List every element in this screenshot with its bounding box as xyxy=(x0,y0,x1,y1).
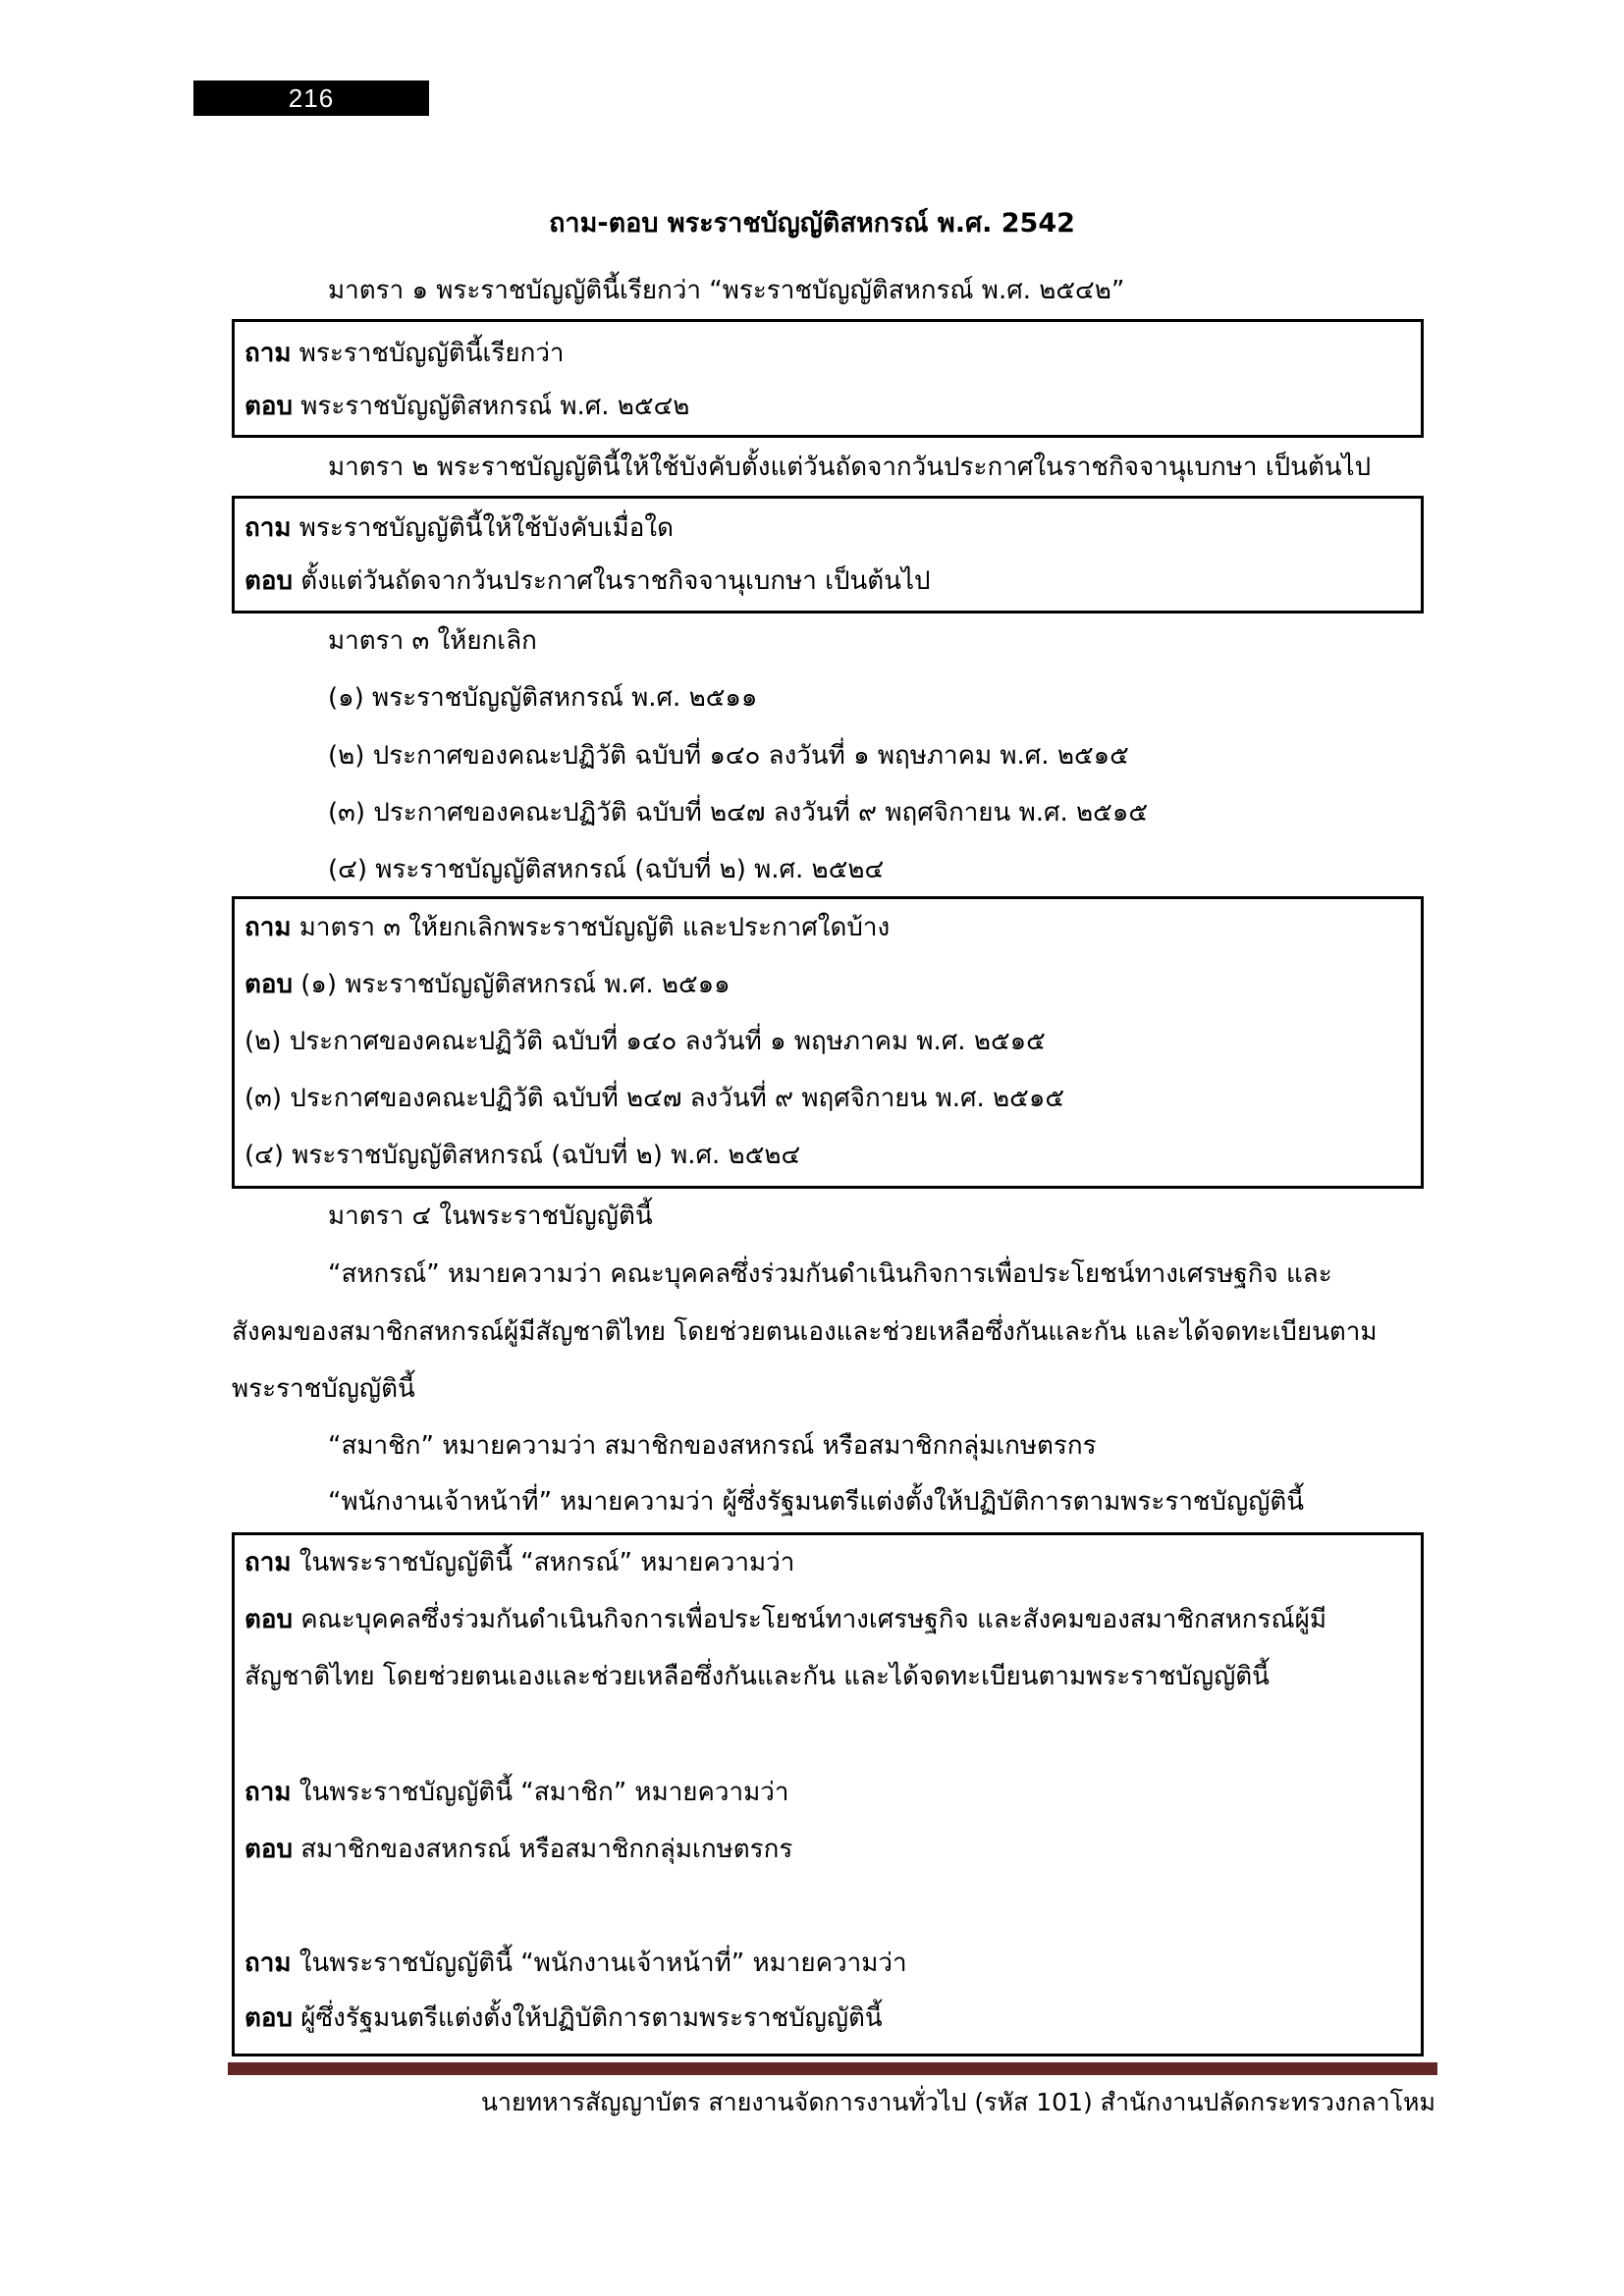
definition-official: “พนักงานเจ้าหน้าที่” หมายความว่า ผู้ซึ่งรัฐมนตรีแต่งตั้งให้ปฏิบัติการตามพระราชบัญญัตินี้ xyxy=(328,1487,1305,1517)
footer-divider xyxy=(228,2062,1437,2075)
section-3-item: (๒) ประกาศของคณะปฏิวัติ ฉบับที่ ๑๔๐ ลงวันที่ ๑ พฤษภาคม พ.ศ. ๒๕๑๕ xyxy=(328,741,1129,771)
answer-line: (๓) ประกาศของคณะปฏิวัติ ฉบับที่ ๒๔๗ ลงวันที่ ๙ พฤศจิกายน พ.ศ. ๒๕๑๕ xyxy=(244,1084,1065,1113)
answer-text: คณะบุคคลซึ่งร่วมกันดำเนินกิจการเพื่อประโยชน์ทางเศรษฐกิจ และสังคมของสมาชิกสหกรณ์ผู้มี xyxy=(300,1605,1326,1634)
answer-text: สมาชิกของสหกรณ์ หรือสมาชิกกลุ่มเกษตรกร xyxy=(300,1835,793,1864)
qa-answer xyxy=(244,387,689,426)
answer-text: ผู้ซึ่งรัฐมนตรีแต่งตั้งให้ปฏิบัติการตามพระราชบัญญัตินี้ xyxy=(300,2003,883,2033)
qa-question xyxy=(244,334,565,373)
answer-label: ตอบ xyxy=(244,566,294,596)
section-3-item: (๑) พระราชบัญญัติสหกรณ์ พ.ศ. ๒๕๑๑ xyxy=(328,683,758,713)
answer-line: (๔) พระราชบัญญัติสหกรณ์ (ฉบับที่ ๒) พ.ศ. ๒๕๒๔ xyxy=(244,1141,801,1170)
qa-question xyxy=(244,908,890,947)
qa-answer xyxy=(244,561,931,601)
qa-answer xyxy=(244,1600,1326,1639)
qa-answer xyxy=(244,1999,883,2038)
answer-label: ตอบ xyxy=(244,392,294,421)
section-3-item: (๓) ประกาศของคณะปฏิวัติ ฉบับที่ ๒๔๗ ลงวันที่ ๙ พฤศจิกายน พ.ศ. ๒๕๑๕ xyxy=(328,798,1149,828)
section-4-text: มาตรา ๔ ในพระราชบัญญัตินี้ xyxy=(328,1201,653,1231)
section-3-text: มาตรา ๓ ให้ยกเลิก xyxy=(328,626,537,656)
answer-line: สัญชาติไทย โดยช่วยตนเองและช่วยเหลือซึ่งกันและกัน และได้จดทะเบียนตามพระราชบัญญัตินี้ xyxy=(244,1662,1270,1691)
question-text: มาตรา ๓ ให้ยกเลิกพระราชบัญญัติ และประกาศใดบ้าง xyxy=(298,913,891,942)
definition-cooperative: “สหกรณ์” หมายความว่า คณะบุคคลซึ่งร่วมกันดำเนินกิจการเพื่อประโยชน์ทางเศรษฐกิจ และ xyxy=(328,1259,1332,1289)
definition-member: “สมาชิก” หมายความว่า สมาชิกของสหกรณ์ หรือสมาชิกกลุ่มเกษตรกร xyxy=(328,1431,1097,1461)
qa-box-section-1 xyxy=(232,319,1424,438)
answer-text: (๑) พระราชบัญญัติสหกรณ์ พ.ศ. ๒๕๑๑ xyxy=(300,970,731,999)
answer-label: ตอบ xyxy=(244,1835,294,1864)
question-label: ถาม xyxy=(244,513,292,543)
question-label: ถาม xyxy=(244,1778,292,1807)
answer-line: (๒) ประกาศของคณะปฏิวัติ ฉบับที่ ๑๔๐ ลงวันที่ ๑ พฤษภาคม พ.ศ. ๒๕๑๕ xyxy=(244,1027,1046,1056)
question-label: ถาม xyxy=(244,1949,292,1978)
footer-text: นายทหารสัญญาบัตร สายงานจัดการงานทั่วไป (รหัส 101) สำนักงานปลัดกระทรวงกลาโหม xyxy=(480,2088,1435,2116)
question-label: ถาม xyxy=(244,339,292,368)
question-text: ในพระราชบัญญัตินี้ “สหกรณ์” หมายความว่า xyxy=(298,1548,795,1577)
question-text: พระราชบัญญัตินี้เรียกว่า xyxy=(298,339,565,368)
answer-label: ตอบ xyxy=(244,970,294,999)
definition-cooperative-cont: พระราชบัญญัตินี้ xyxy=(232,1374,415,1404)
qa-answer xyxy=(244,1830,792,1869)
qa-question xyxy=(244,1543,794,1582)
section-3-item: (๔) พระราชบัญญัติสหกรณ์ (ฉบับที่ ๒) พ.ศ. ๒๕๒๔ xyxy=(328,855,885,884)
qa-box-section-4 xyxy=(232,1532,1424,2056)
question-text: ในพระราชบัญญัตินี้ “พนักงานเจ้าหน้าที่” หมายความว่า xyxy=(298,1949,907,1978)
qa-question xyxy=(244,1944,907,1983)
section-1-text: มาตรา ๑ พระราชบัญญัตินี้เรียกว่า “พระราชบัญญัติสหกรณ์ พ.ศ. ๒๕๔๒” xyxy=(328,276,1125,305)
qa-question xyxy=(244,1773,788,1812)
question-label: ถาม xyxy=(244,1548,292,1577)
question-label: ถาม xyxy=(244,913,292,942)
question-text: พระราชบัญญัตินี้ให้ใช้บังคับเมื่อใด xyxy=(298,513,674,543)
answer-label: ตอบ xyxy=(244,2003,294,2033)
answer-label: ตอบ xyxy=(244,1605,294,1634)
definition-cooperative-cont: สังคมของสมาชิกสหกรณ์ผู้มีสัญชาติไทย โดยช่วยตนเองและช่วยเหลือซึ่งกันและกัน และได้จดทะเบียนตาม xyxy=(232,1317,1378,1347)
answer-text: ตั้งแต่วันถัดจากวันประกาศในราชกิจจานุเบกษา เป็นต้นไป xyxy=(300,566,931,596)
qa-answer xyxy=(244,965,731,1004)
section-2-text: มาตรา ๒ พระราชบัญญัตินี้ให้ใช้บังคับตั้งแต่วันถัดจากวันประกาศในราชกิจจานุเบกษา เป็นต้นไป xyxy=(328,453,1372,482)
qa-box-section-3 xyxy=(232,896,1424,1189)
page-number: 216 xyxy=(193,80,429,116)
page-title: ถาม-ตอบ พระราชบัญญัติสหกรณ์ พ.ศ. 2542 xyxy=(549,208,1075,239)
answer-text: พระราชบัญญัติสหกรณ์ พ.ศ. ๒๕๔๒ xyxy=(300,392,690,421)
qa-question xyxy=(244,508,674,548)
question-text: ในพระราชบัญญัตินี้ “สมาชิก” หมายความว่า xyxy=(298,1778,789,1807)
qa-box-section-2 xyxy=(232,496,1424,614)
